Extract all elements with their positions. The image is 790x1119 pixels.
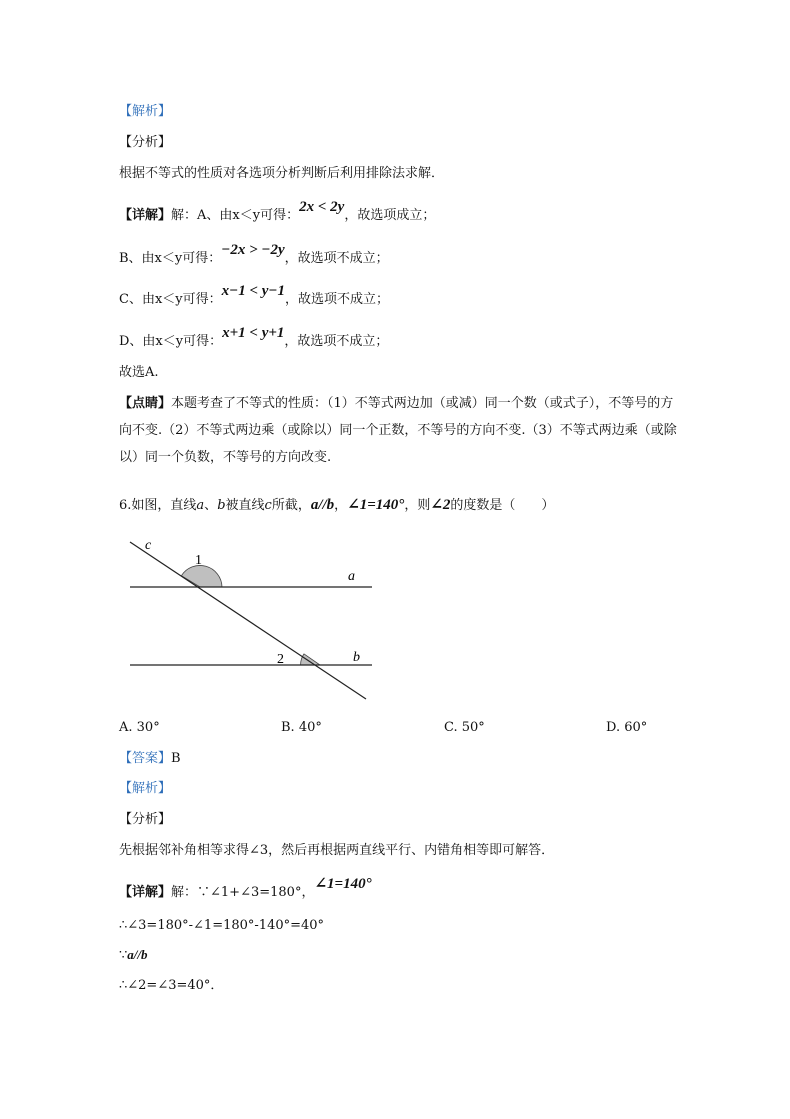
comment-text: 本题考查了不等式的性质：（1）不等式两边加（或减）同一个数（或式子），不等号的方向不变.（2）不等式两边乘（或除以）同一个正数，不等号的方向不变.（3）不等式两边乘（或除以）同一个负数，不等号的方向改变. [119, 396, 677, 465]
math-d: x+1 < y+1 [222, 325, 285, 341]
q6-answer [119, 750, 181, 768]
q5-analysis: 根据不等式的性质对各选项分析判断后利用排除法求解． [119, 166, 445, 181]
tail-d: ，故选项不成立； [284, 334, 389, 349]
angle1-math: ∠1=140° [347, 497, 405, 513]
option-c: C. 50° [444, 720, 485, 735]
q5-comment [119, 390, 679, 471]
label-c: c [145, 538, 152, 553]
text-b: B、由x＜y可得： [119, 251, 222, 266]
q6-step-3: ∴∠2=∠3=40°． [119, 978, 224, 993]
comment-label: 【点睛】 [119, 396, 172, 411]
tail-a: ，故选项成立； [344, 208, 436, 223]
stem-1: 6.如图，直线 [119, 498, 197, 513]
q5-choice: 故选A. [119, 365, 159, 380]
stem-2: 、 [204, 498, 218, 513]
stem-4: 所截， [271, 498, 311, 513]
q6-detail-label: 【详解】 [119, 885, 172, 900]
text-d: D、由x＜y可得： [119, 334, 223, 349]
math-b: −2x > −2y [221, 242, 285, 258]
q6-step-1: ∴∠3=180°-∠1=180°-140°=40° [119, 918, 325, 933]
q5-detail-d [119, 325, 389, 351]
math-c: x−1 < y−1 [221, 283, 286, 299]
answer-value: B [171, 751, 181, 766]
label-1: 1 [195, 553, 202, 568]
q6-step-2 [119, 946, 148, 965]
stem-5: ， [334, 498, 348, 513]
fenxi-heading: 【分析】 [119, 135, 172, 150]
stem-3: 被直线 [225, 498, 265, 513]
angle-2-arc [301, 654, 320, 665]
label-a: a [348, 569, 355, 584]
var-c: c [264, 498, 272, 513]
q6-analysis: 先根据邻补角相等求得∠3，然后再根据两直线平行、内错角相等即可解答． [119, 843, 555, 858]
line-c [130, 542, 366, 699]
label-b: b [353, 650, 360, 665]
q6-stem [119, 496, 554, 515]
q6-detail-text: 解：∵∠1+∠3=180°， [171, 885, 315, 900]
tail-c: ，故选项不成立； [285, 292, 390, 307]
angle-1-arc [181, 565, 222, 587]
step2-math: a//b [127, 947, 148, 962]
step2-prefix: ∵ [119, 948, 128, 963]
var-b: b [217, 498, 226, 513]
q5-detail-b [119, 242, 389, 268]
detail-text: 解：A、由x＜y可得： [171, 208, 300, 223]
answer-label: 【答案】 [119, 751, 172, 766]
option-d: D. 60° [606, 720, 648, 735]
q6-detail-math: ∠1=140° [314, 876, 372, 892]
option-b: B. 40° [281, 720, 322, 735]
parallel-lines-figure [120, 535, 380, 705]
parallel-math: a//b [310, 497, 335, 513]
q6-jiexi-heading: 【解析】 [119, 781, 172, 796]
q5-detail-a [119, 199, 436, 225]
detail-label: 【详解】 [119, 208, 172, 223]
math-a: 2x < 2y [299, 199, 345, 215]
stem-7: 的度数是（ ） [450, 498, 555, 513]
option-a: A. 30° [119, 720, 160, 735]
angle2-math: ∠2 [430, 497, 451, 513]
tail-b: ，故选项不成立； [284, 251, 389, 266]
q5-detail-c [119, 283, 390, 309]
jiexi-heading: 【解析】 [119, 104, 172, 119]
stem-6: ，则 [404, 498, 431, 513]
q6-fenxi-heading: 【分析】 [119, 812, 172, 827]
var-a: a [196, 498, 205, 513]
label-2: 2 [277, 652, 284, 667]
text-c: C、由x＜y可得： [119, 292, 222, 307]
q6-detail [119, 876, 372, 902]
